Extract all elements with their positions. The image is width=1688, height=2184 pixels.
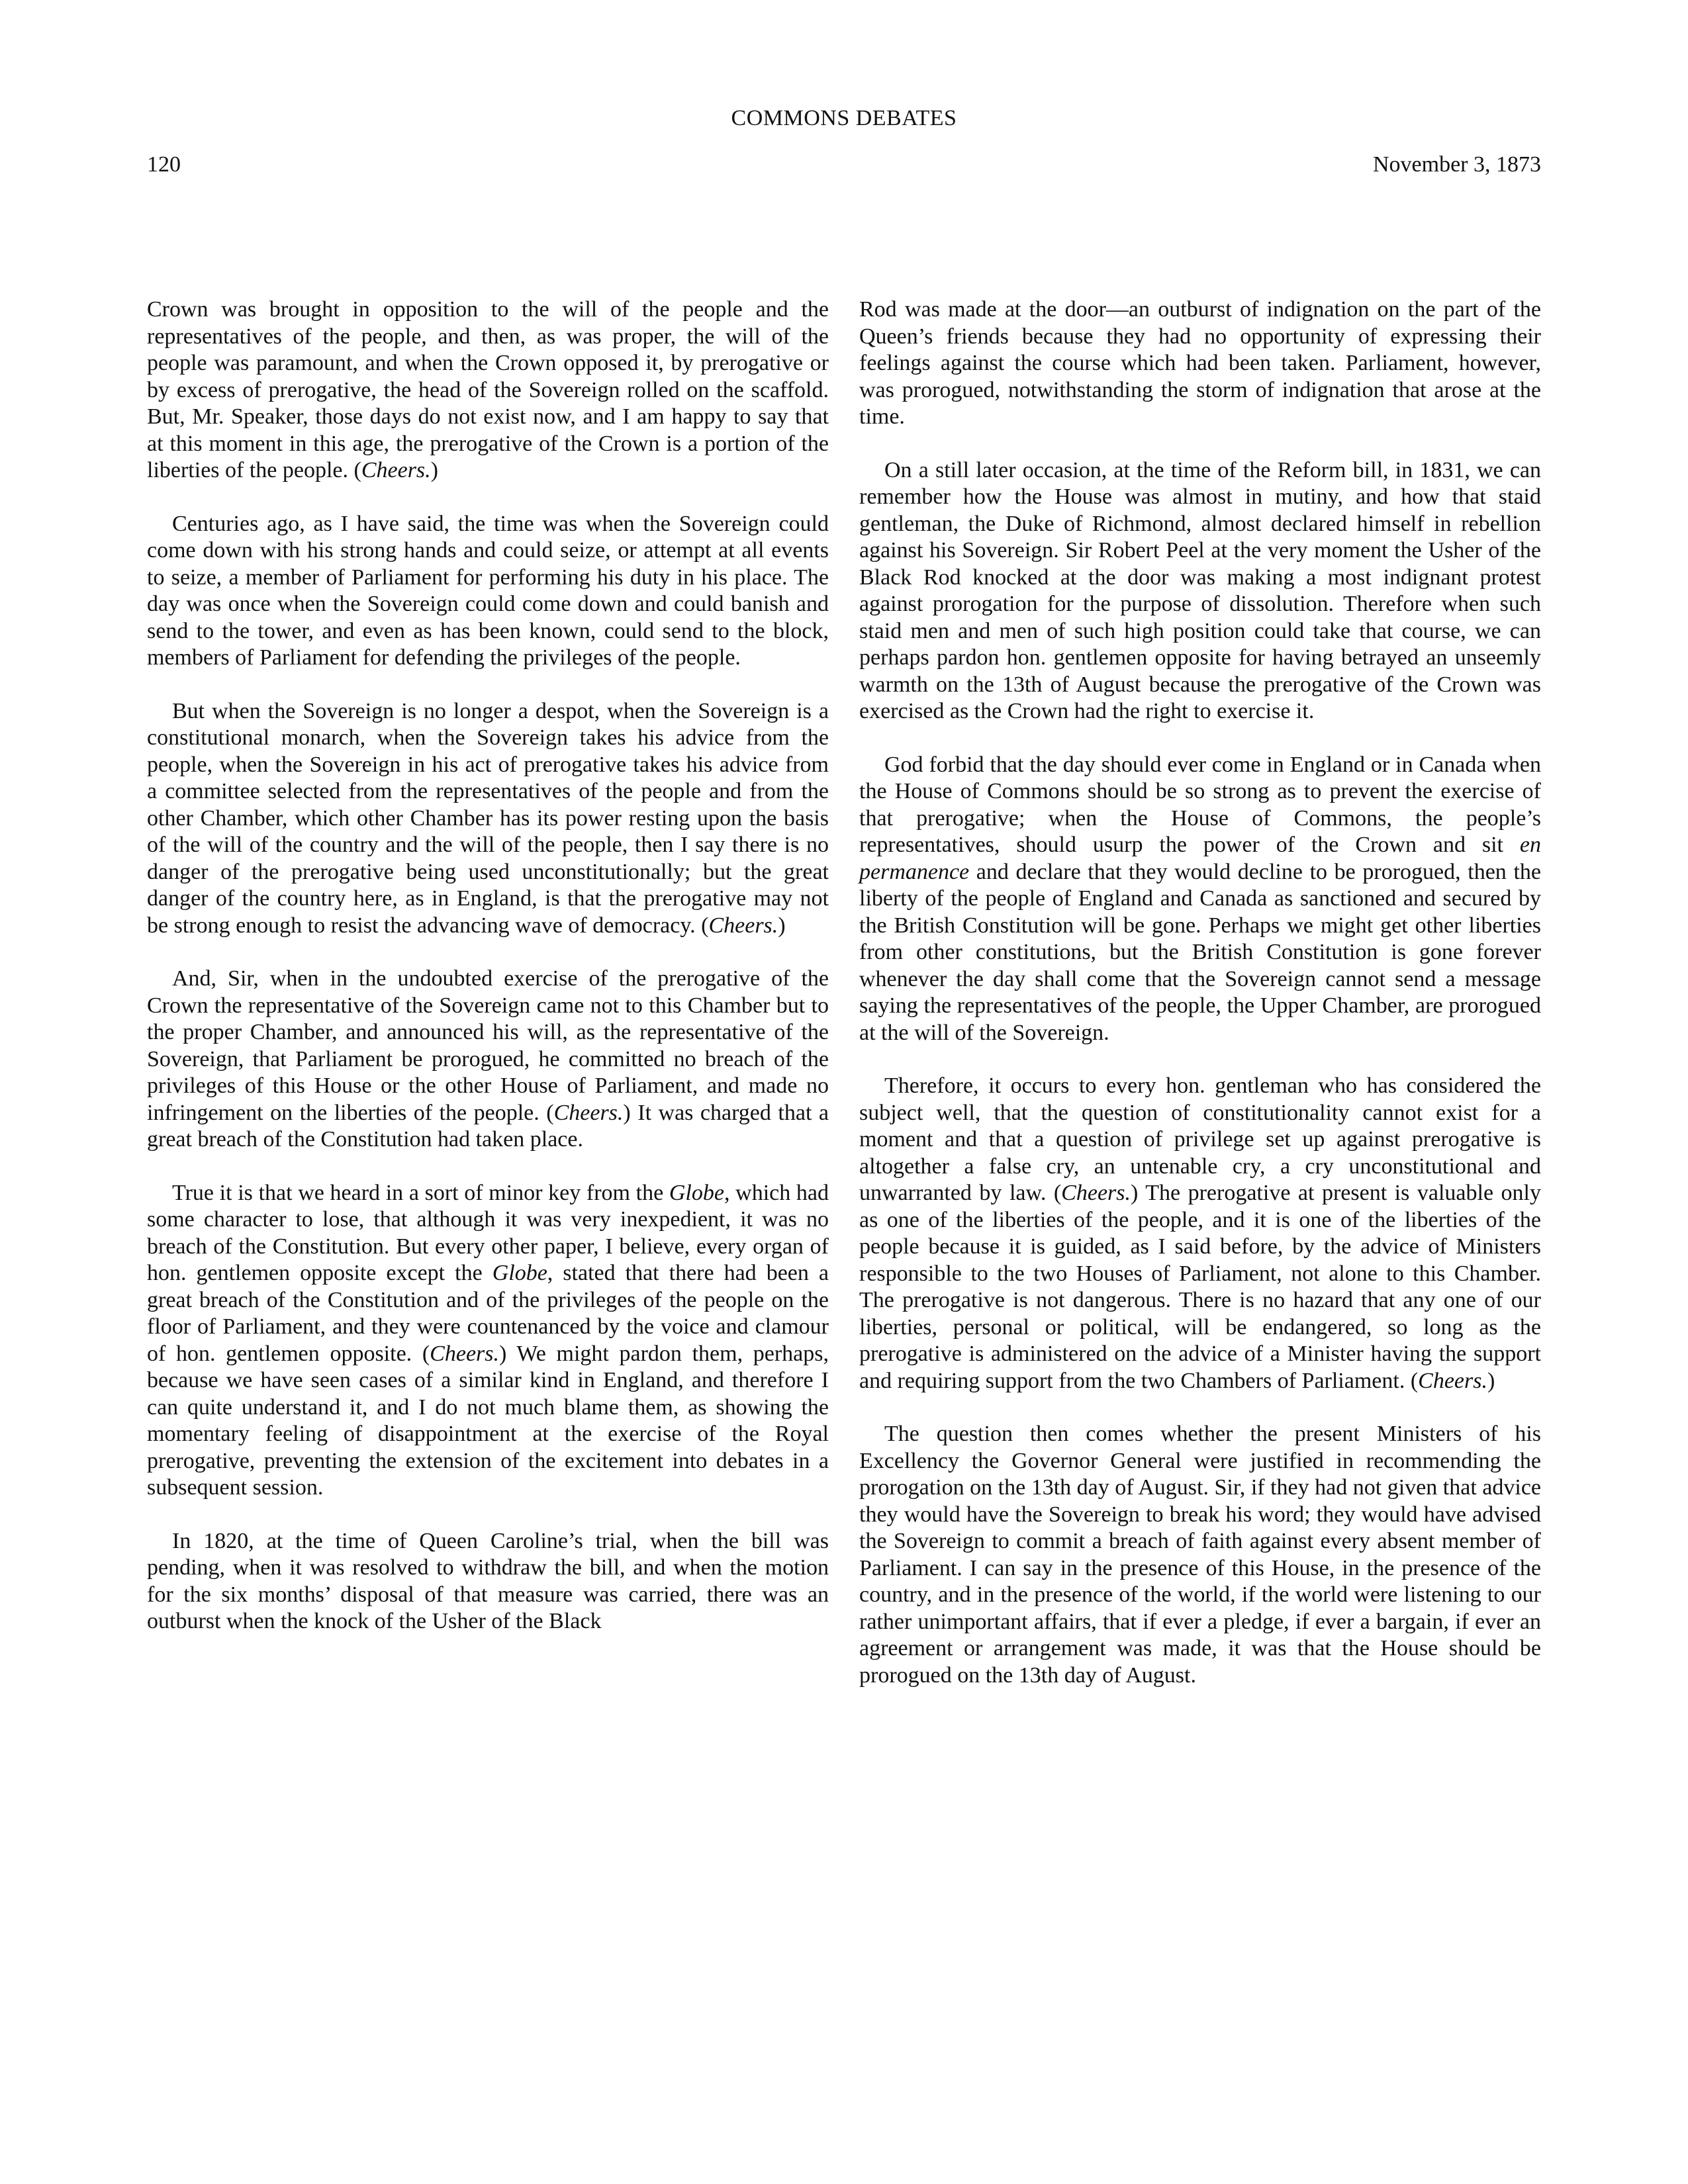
page-number: 120 [147,152,181,177]
paragraph: Centuries ago, as I have said, the time was when the Sovereign could come down with his strong hands and could seize, or attempt at all events to seize, a member of Parliament for performing his duty in his place. The day was once when the Sovereign could come down and could banish and send to the tower, and even as has been known, could send to the block, members of Parliament for defending the privileges of the people. [147,511,829,670]
italic-text: Globe [669,1180,724,1205]
paragraph: On a still later occasion, at the time of the Reform bill, in 1831, we can remember how the House was almost in mutiny, and how that staid gentleman, the Duke of Richmond, almost declared himself in rebellion against his Sovereign. Sir Robert Peel at the very moment the Usher of the Black Rod knocked at the door was making a most indignant protest against prorogation for the purpose of dissolution. Therefore when such staid men and men of such high position could take that course, we can perhaps pardon hon. gentlemen opposite for having betrayed an unseemly warmth on the 13th of August because the prerogative of the Crown was exercised as the Crown had the right to exercise it. [859,457,1541,723]
italic-text: Cheers. [553,1100,624,1125]
left-column [147,296,829,1635]
paragraph: And, Sir, when in the undoubted exercise of the prerogative of the Crown the representative of the Sovereign came not to this Chamber but to the proper Chamber, and announced his will, as the representative of the Sovereign, that Parliament be prorogued, he committed no breach of the privileges of this House or the other House of Parliament, and made no infringement on the liberties of the people. (Cheers.) It was charged that a great breach of the Constitution had taken place. [147,966,829,1152]
italic-text: Cheers. [361,458,431,482]
page-date: November 3, 1873 [1372,152,1541,177]
right-column [859,296,1541,1689]
paragraph: Therefore, it occurs to every hon. gentleman who has considered the subject well, that the question of constitutionality cannot exist for a moment and that a question of privilege set up against prerogative is altogether a false cry, an untenable cry, a cry unconstitutional and unwarranted by law. (Cheers.) The prerogative at present is valuable only as one of the liberties of the people, and it is one of the liberties of the people because it is guided, as I said before, by the advice of Ministers responsible to the two Houses of Parliament, not alone to this Chamber. The prerogative is not dangerous. There is no hazard that any one of our liberties, personal or political, will be endangered, so long as the prerogative is administered on the advice of a Minister having the support and requiring support from the two Chambers of Parliament. (Cheers.) [859,1073,1541,1393]
italic-text: Cheers. [708,913,778,938]
paragraph: The question then comes whether the present Ministers of his Excellency the Governor General were justified in recommending the prorogation on the 13th day of August. Sir, if they had not given that advice they would have the Sovereign to break his word; they would have advised the Sovereign to commit a breach of faith against every absent member of Parliament. I can say in the presence of this House, in the presence of the country, and in the presence of the world, if the world were listening to our rather unimportant affairs, that if ever a pledge, if ever a bargain, if ever an agreement or arrangement was made, it was that the House should be prorogued on the 13th day of August. [859,1422,1541,1688]
paragraph: Crown was brought in opposition to the will of the people and the representatives of the people, and then, as was proper, the will of the people was paramount, and when the Crown opposed it, by prerogative or by excess of prerogative, the head of the Sovereign rolled on the scaffold. But, Mr. Speaker, those days do not exist now, and I am happy to say that at this moment in this age, the prerogative of the Crown is a portion of the liberties of the people. (Cheers.) [147,297,829,482]
italic-text: Cheers. [1061,1181,1131,1205]
running-title: COMMONS DEBATES [731,106,957,130]
italic-text: Cheers. [430,1341,499,1366]
italic-text: Cheers. [1418,1368,1487,1393]
paragraph: But when the Sovereign is no longer a despot, when the Sovereign is a constitutional monarch, when the Sovereign takes his advice from the people, when the Sovereign in his act of prerogative takes his advice from a committee selected from the representatives of the people and from the other Chamber, which other Chamber has its power resting upon the basis of the will of the country and the will of the people, then I say there is no danger of the prerogative being used unconstitutionally; but the great danger of the country here, as in England, is that the prerogative may not be strong enough to resist the advancing wave of democracy. (Cheers.) [147,698,829,938]
paragraph: True it is that we heard in a sort of minor key from the Globe, which had some character to lose, that although it was very inexpedient, it was no breach of the Constitution. But every other paper, I believe, every organ of hon. gentlemen opposite except the Globe, stated that there had been a great breach of the Constitution and of the privileges of the people on the floor of Parliament, and they were countenanced by the voice and clamour of hon. gentlemen opposite. (Cheers.) We might pardon them, perhaps, because we have seen cases of a similar kind in England, and therefore I can quite understand it, and I do not much blame them, as showing the momentary feeling of disappointment at the exercise of the Royal prerogative, preventing the extension of the excitement into debates in a subsequent session. [147,1180,829,1500]
italic-text: Globe [492,1261,547,1285]
paragraph: In 1820, at the time of Queen Caroline’s trial, when the bill was pending, when it was resolved to withdraw the bill, and when the motion for the six months’ disposal of that measure was carried, there was an outburst when the knock of the Usher of the Black [147,1528,829,1633]
paragraph: God forbid that the day should ever come in England or in Canada when the House of Commons should be so strong as to prevent the exercise of that prerogative; when the House of Commons, the people’s representatives, should usurp the power of the Crown and sit en permanence and declare that they would decline to be prorogued, then the liberty of the people of England and Canada as sanctioned and secured by the British Constitution will be gone. Perhaps we might get other liberties from other constitutions, but the British Constitution is gone forever whenever the day shall come that the Sovereign cannot send a message saying the representatives of the people, the Upper Chamber, are prorogued at the will of the Sovereign. [859,752,1541,1045]
italic-text: en permanence [859,833,1541,884]
paragraph: Rod was made at the door—an outburst of indignation on the part of the Queen’s friends because they had no opportunity of expressing their feelings against the course which had been taken. Parliament, however, was prorogued, notwithstanding the storm of indignation that arose at the time. [859,297,1541,429]
